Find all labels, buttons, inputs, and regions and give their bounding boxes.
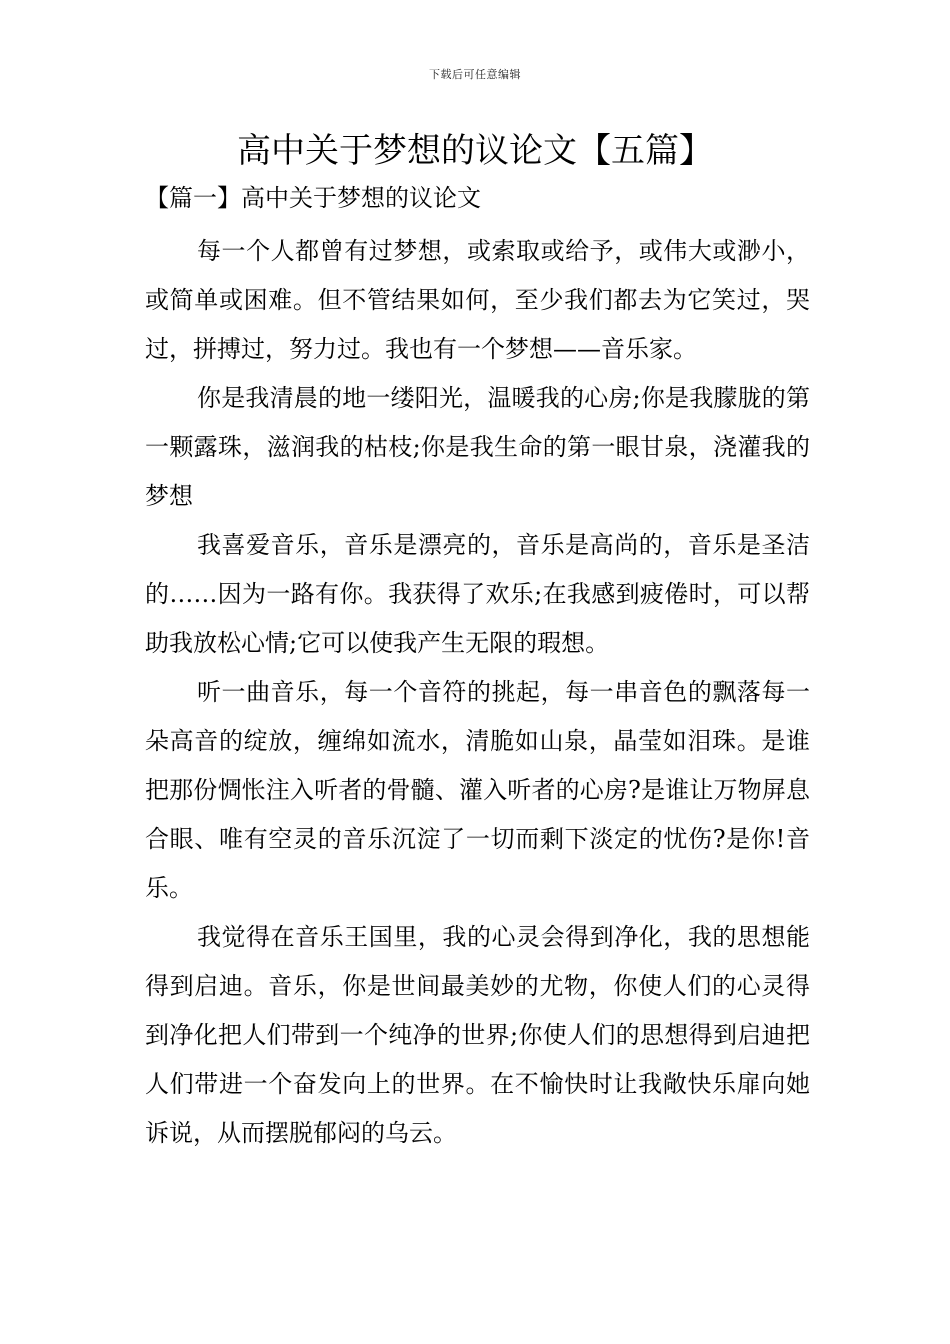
paragraph-4: 听一曲音乐，每一个音符的挑起，每一串音色的飘落每一朵高音的绽放，缠绵如流水，清脆如山泉，晶莹如泪珠。是谁把那份惆怅注入听者的骨髓、灌入听者的心房?是谁让万物屏息合眼、唯有空灵的音乐沉淀了一切而剩下淡定的忧伤?是你!音乐。 [145,678,810,902]
header-note: 下载后可任意编辑 [429,68,521,81]
document-title: 高中关于梦想的议论文【五篇】 [237,131,713,171]
paragraph-2: 你是我清晨的地一缕阳光，温暖我的心房;你是我朦胧的第一颗露珠，滋润我的枯枝;你是我生命的第一眼甘泉，浇灌我的梦想 [145,384,810,510]
paragraph-1: 每一个人都曾有过梦想，或索取或给予，或伟大或渺小，或简单或困难。但不管结果如何，至少我们都去为它笑过，哭过，拼搏过，努力过。我也有一个梦想——音乐家。 [145,237,810,363]
paragraph-5: 我觉得在音乐王国里，我的心灵会得到净化，我的思想能得到启迪。音乐，你是世间最美妙的尤物，你使人们的心灵得到净化把人们带到一个纯净的世界;你使人们的思想得到启迪把人们带进一个奋发向上的世界。在不愉快时让我敞快乐扉向她诉说，从而摆脱郁闷的乌云。 [145,923,810,1147]
section-heading: 【篇一】高中关于梦想的议论文 [145,184,481,212]
body-text [145,227,810,1158]
paragraph-3: 我喜爱音乐，音乐是漂亮的，音乐是高尚的，音乐是圣洁的……因为一路有你。我获得了欢乐;在我感到疲倦时，可以帮助我放松心情;它可以使我产生无限的瑕想。 [145,531,810,657]
